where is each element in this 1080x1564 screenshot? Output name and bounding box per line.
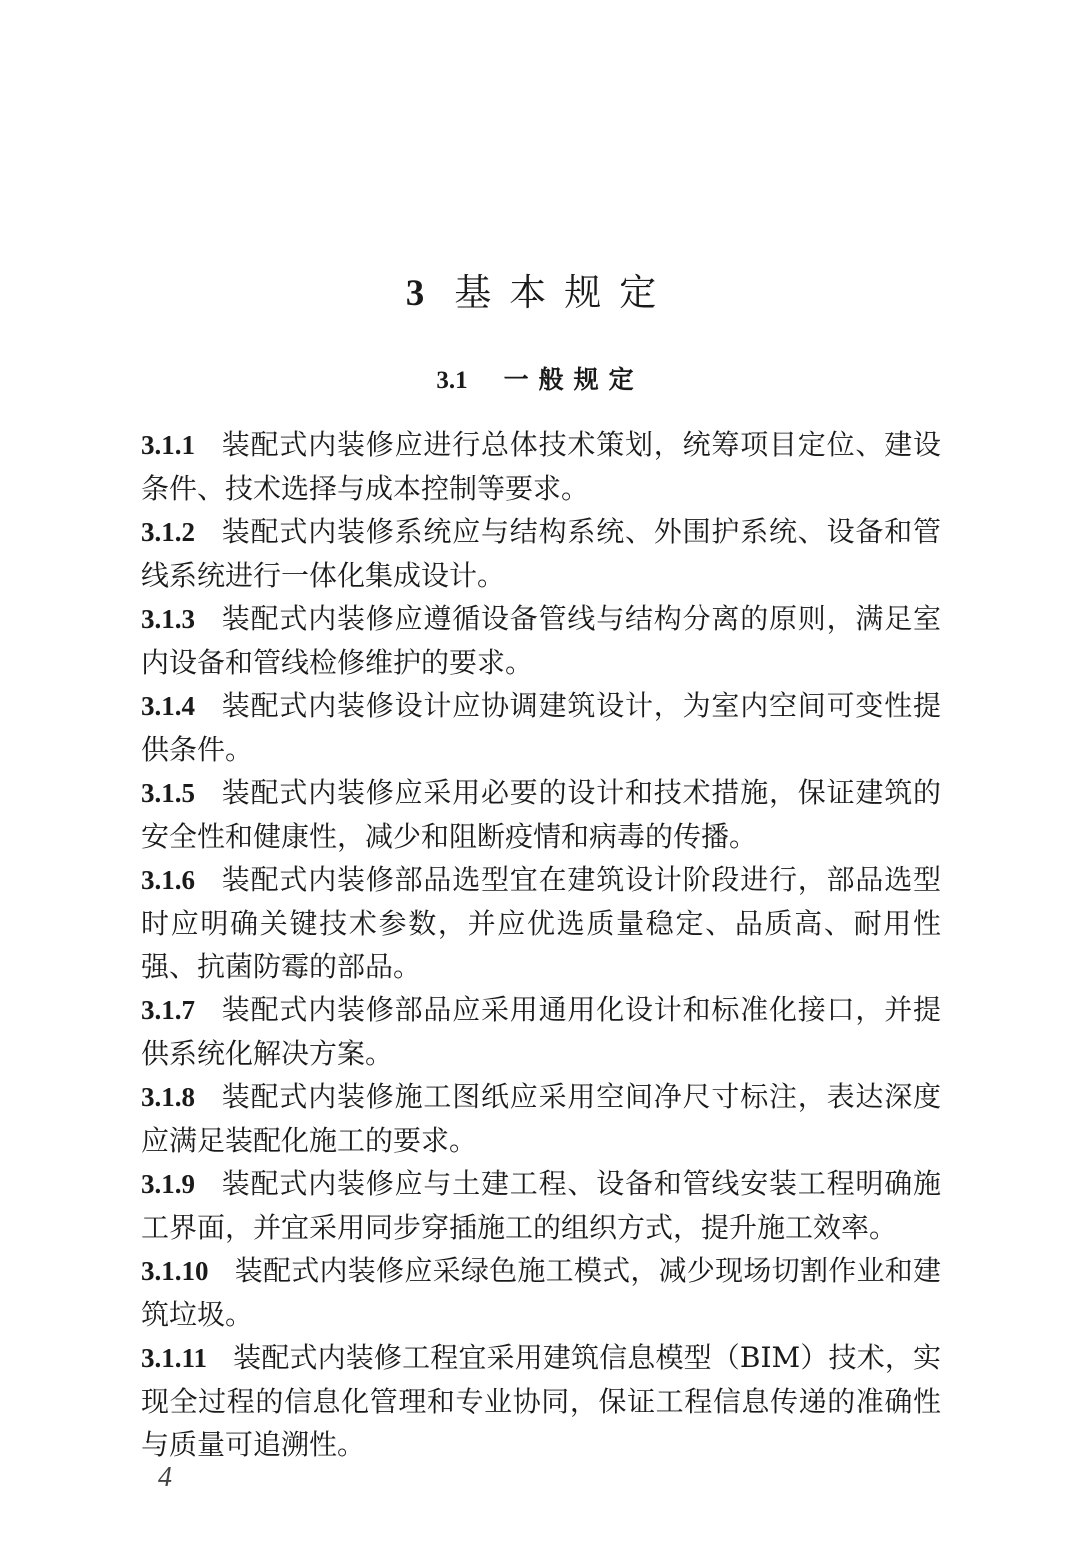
- clause-3-1-9: [141, 1162, 941, 1249]
- section-number: 3.1: [436, 367, 468, 394]
- chapter-title-text: 基本规定: [454, 271, 675, 314]
- clause-text: 装配式内装修应采绿色施工模式，减少现场切割作业和建筑垃圾。: [141, 1254, 941, 1331]
- clause-number: 3.1.10: [141, 1256, 209, 1286]
- clause-number: 3.1.3: [141, 604, 195, 634]
- clause-text: 装配式内装修施工图纸应采用空间净尺寸标注，表达深度应满足装配化施工的要求。: [141, 1080, 941, 1157]
- clause-text: 装配式内装修系统应与结构系统、外围护系统、设备和管线系统进行一体化集成设计。: [141, 515, 941, 592]
- clause-3-1-1: [141, 423, 941, 510]
- clause-number: 3.1.7: [141, 995, 195, 1025]
- clause-number: 3.1.4: [141, 691, 195, 721]
- clause-3-1-11: [141, 1336, 941, 1466]
- section-title-text: 一般规定: [503, 365, 644, 394]
- clause-3-1-5: [141, 771, 941, 858]
- clause-text: 装配式内装修部品应采用通用化设计和标准化接口，并提供系统化解决方案。: [141, 993, 941, 1070]
- clause-3-1-6: [141, 858, 941, 988]
- clause-text: 装配式内装修应进行总体技术策划，统筹项目定位、建设条件、技术选择与成本控制等要求。: [141, 428, 941, 505]
- clause-3-1-2: [141, 510, 941, 597]
- clause-number: 3.1.6: [141, 865, 195, 895]
- clause-number: 3.1.5: [141, 778, 195, 808]
- clause-text: 装配式内装修应遵循设备管线与结构分离的原则，满足室内设备和管线检修维护的要求。: [141, 602, 941, 679]
- clause-number: 3.1.1: [141, 430, 195, 460]
- page-number: 4: [158, 1462, 172, 1493]
- clause-number: 3.1.11: [141, 1343, 208, 1373]
- clause-text: 装配式内装修工程宜采用建筑信息模型（BIM）技术，实现全过程的信息化管理和专业协同，保证工程信息传递的准确性与质量可追溯性。: [141, 1341, 941, 1461]
- clause-list: [141, 423, 941, 1466]
- clause-3-1-3: [141, 597, 941, 684]
- chapter-number: 3: [405, 273, 425, 314]
- chapter-title: [0, 268, 1080, 319]
- clause-number: 3.1.2: [141, 517, 195, 547]
- clause-text: 装配式内装修应与土建工程、设备和管线安装工程明确施工界面，并宜采用同步穿插施工的组织方式，提升施工效率。: [141, 1167, 941, 1244]
- clause-3-1-10: [141, 1249, 941, 1336]
- clause-number: 3.1.9: [141, 1169, 195, 1199]
- clause-text: 装配式内装修应采用必要的设计和技术措施，保证建筑的安全性和健康性，减少和阻断疫情和病毒的传播。: [141, 776, 941, 853]
- clause-3-1-4: [141, 684, 941, 771]
- clause-3-1-7: [141, 988, 941, 1075]
- section-title: [0, 360, 1080, 401]
- clause-3-1-8: [141, 1075, 941, 1162]
- clause-text: 装配式内装修设计应协调建筑设计，为室内空间可变性提供条件。: [141, 689, 941, 766]
- clause-number: 3.1.8: [141, 1082, 195, 1112]
- clause-text: 装配式内装修部品选型宜在建筑设计阶段进行，部品选型时应明确关键技术参数，并应优选质量稳定、品质高、耐用性强、抗菌防霉的部品。: [141, 863, 941, 983]
